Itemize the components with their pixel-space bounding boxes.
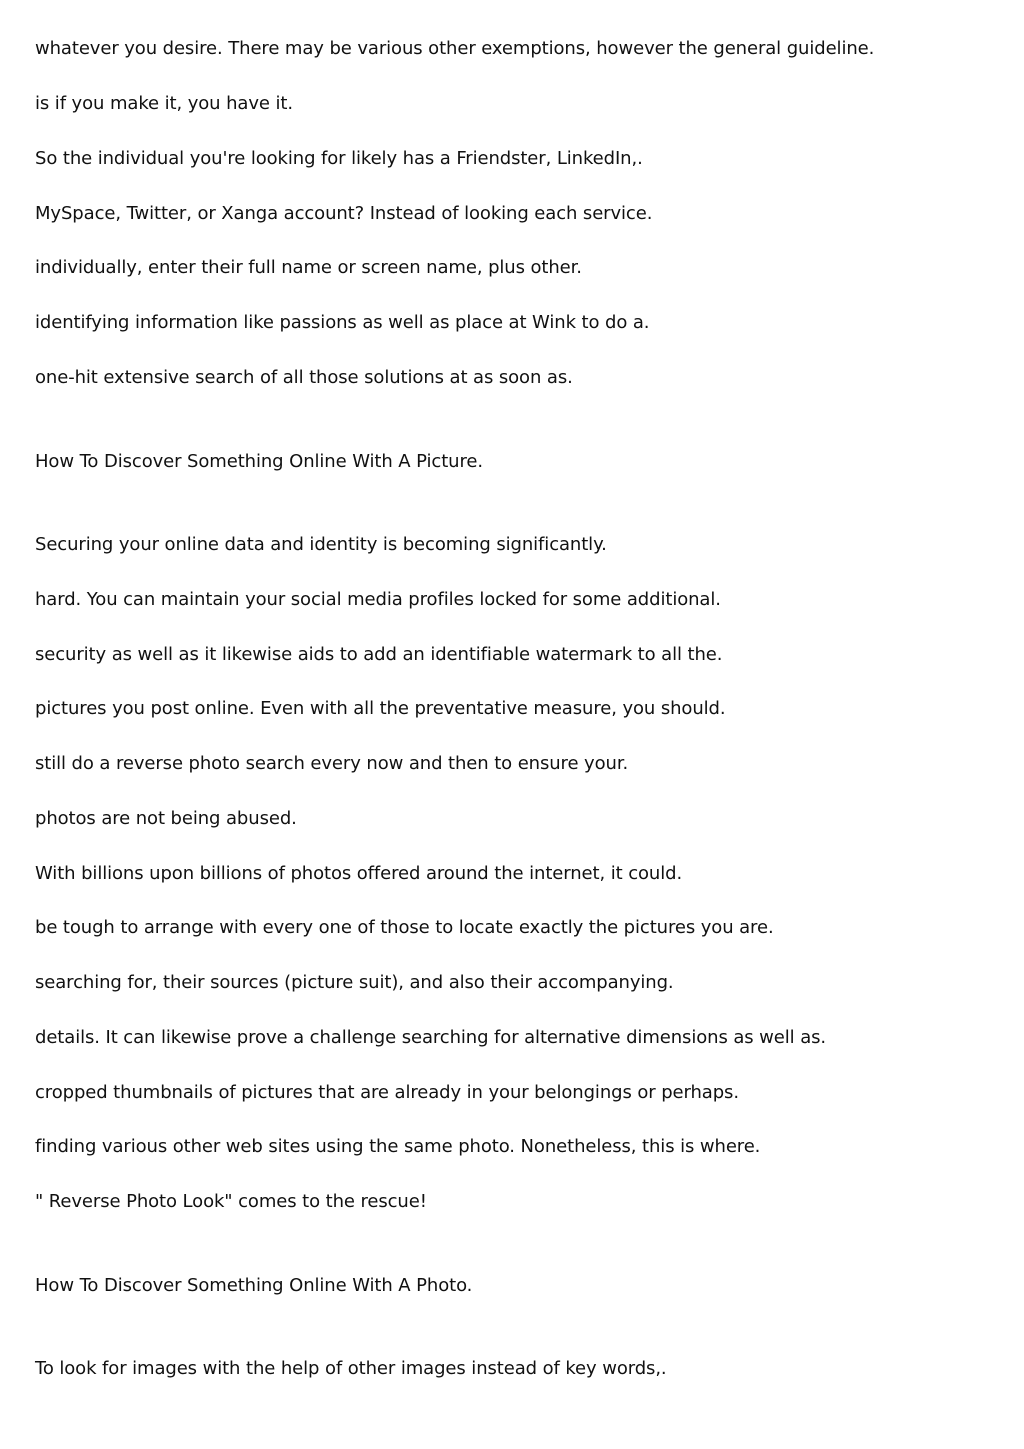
text-line: Securing your online data and identity is becoming significantly. bbox=[35, 534, 607, 555]
text-line: is if you make it, you have it. bbox=[35, 93, 293, 114]
text-line: hard. You can maintain your social media profiles locked for some additional. bbox=[35, 589, 721, 610]
text-line: With billions upon billions of photos offered around the internet, it could. bbox=[35, 863, 683, 884]
text-line: whatever you desire. There may be various other exemptions, however the general guideline. bbox=[35, 38, 875, 59]
text-line: photos are not being abused. bbox=[35, 808, 297, 829]
text-line: finding various other web sites using the same photo. Nonetheless, this is where. bbox=[35, 1136, 761, 1157]
text-line: identifying information like passions as well as place at Wink to do a. bbox=[35, 312, 650, 333]
text-line: one-hit extensive search of all those solutions at as soon as. bbox=[35, 367, 573, 388]
text-line: cropped thumbnails of pictures that are already in your belongings or perhaps. bbox=[35, 1082, 739, 1103]
text-line: be tough to arrange with every one of those to locate exactly the pictures you are. bbox=[35, 917, 774, 938]
text-line: " Reverse Photo Look" comes to the rescue! bbox=[35, 1191, 427, 1212]
text-line: So the individual you're looking for likely has a Friendster, LinkedIn,. bbox=[35, 148, 643, 169]
text-line: individually, enter their full name or screen name, plus other. bbox=[35, 257, 582, 278]
text-line: still do a reverse photo search every now and then to ensure your. bbox=[35, 753, 629, 774]
text-line: To look for images with the help of other images instead of key words,. bbox=[35, 1358, 667, 1379]
text-line: security as well as it likewise aids to add an identifiable watermark to all the. bbox=[35, 644, 723, 665]
text-line: pictures you post online. Even with all the preventative measure, you should. bbox=[35, 698, 726, 719]
section-heading: How To Discover Something Online With A Picture. bbox=[35, 451, 483, 472]
text-line: MySpace, Twitter, or Xanga account? Instead of looking each service. bbox=[35, 203, 653, 224]
text-line: details. It can likewise prove a challenge searching for alternative dimensions as well as. bbox=[35, 1027, 827, 1048]
section-heading: How To Discover Something Online With A Photo. bbox=[35, 1275, 473, 1296]
text-line: searching for, their sources (picture suit), and also their accompanying. bbox=[35, 972, 674, 993]
